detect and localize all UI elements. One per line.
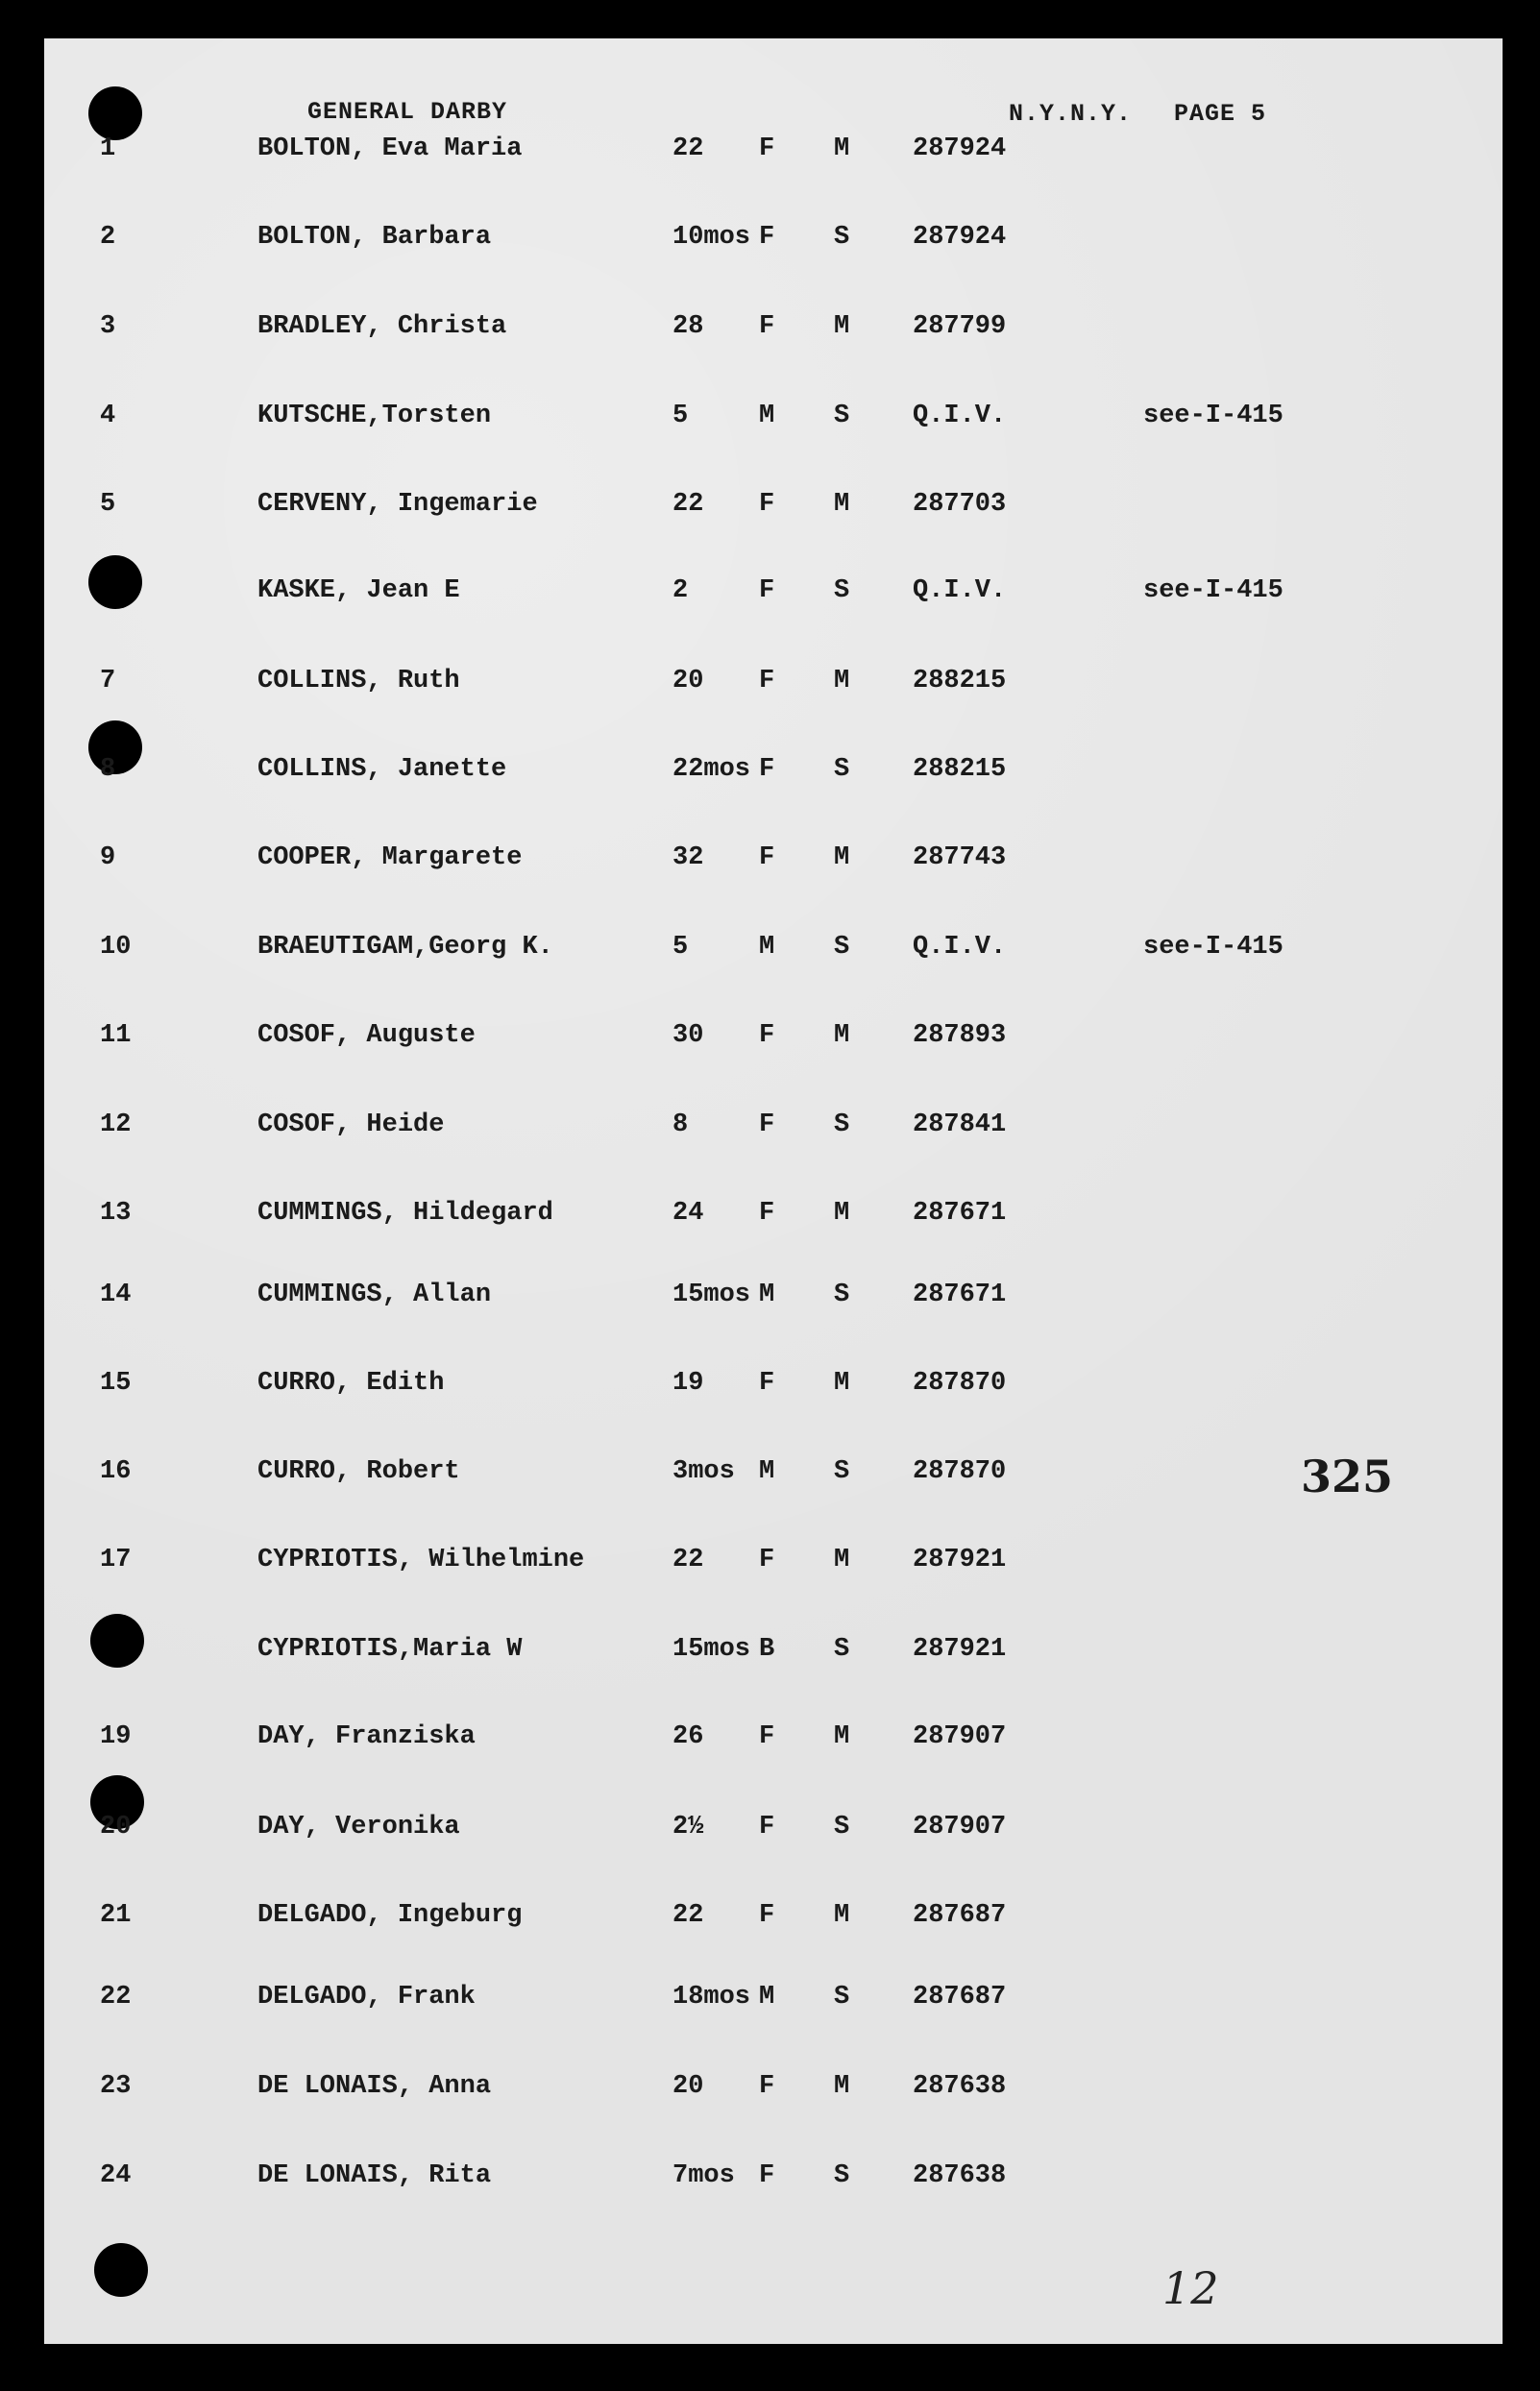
passenger-sex: F bbox=[759, 843, 775, 872]
passenger-id: 287893 bbox=[913, 1021, 1007, 1050]
passenger-id: 287924 bbox=[913, 134, 1007, 163]
passenger-age: 2 bbox=[672, 576, 689, 605]
passenger-name: CURRO, Edith bbox=[257, 1369, 445, 1398]
marital-status: M bbox=[834, 1199, 850, 1228]
reference-note: see-I-415 bbox=[1143, 933, 1283, 962]
passenger-age: 10mos bbox=[672, 223, 751, 252]
passenger-id: 288215 bbox=[913, 667, 1007, 695]
table-row bbox=[0, 1281, 1540, 1319]
passenger-name: BOLTON, Barbara bbox=[257, 223, 492, 252]
passenger-age: 22 bbox=[672, 1546, 704, 1574]
passenger-age: 26 bbox=[672, 1722, 704, 1751]
marital-status: M bbox=[834, 667, 850, 695]
marital-status: S bbox=[834, 1983, 850, 2012]
passenger-id: 287921 bbox=[913, 1546, 1007, 1574]
passenger-name: COSOF, Heide bbox=[257, 1110, 445, 1139]
passenger-id: 287870 bbox=[913, 1369, 1007, 1398]
page-number: PAGE 5 bbox=[1174, 100, 1267, 128]
marital-status: S bbox=[834, 755, 850, 784]
reference-note: see-I-415 bbox=[1143, 576, 1283, 605]
punch-hole bbox=[88, 86, 142, 140]
passenger-name: KASKE, Jean E bbox=[257, 576, 460, 605]
table-row bbox=[0, 843, 1540, 882]
marital-status: M bbox=[834, 1546, 850, 1574]
table-row bbox=[0, 755, 1540, 793]
row-number: 7 bbox=[100, 667, 116, 695]
table-row bbox=[0, 490, 1540, 528]
marital-status: S bbox=[834, 933, 850, 962]
table-row bbox=[0, 1546, 1540, 1584]
passenger-age: 2½ bbox=[672, 1813, 704, 1842]
passenger-id: 287870 bbox=[913, 1457, 1007, 1486]
passenger-sex: F bbox=[759, 2072, 775, 2101]
passenger-sex: M bbox=[759, 1457, 775, 1486]
passenger-id: 287907 bbox=[913, 1813, 1007, 1842]
row-number: 20 bbox=[100, 1813, 132, 1842]
marital-status: M bbox=[834, 1722, 850, 1751]
passenger-name: DAY, Veronika bbox=[257, 1813, 460, 1842]
passenger-age: 28 bbox=[672, 312, 704, 341]
reference-note: see-I-415 bbox=[1143, 402, 1283, 430]
passenger-id: 288215 bbox=[913, 755, 1007, 784]
table-row bbox=[0, 1369, 1540, 1407]
row-number: 21 bbox=[100, 1901, 132, 1930]
passenger-id: Q.I.V. bbox=[913, 933, 1007, 962]
passenger-name: BRADLEY, Christa bbox=[257, 312, 507, 341]
passenger-sex: M bbox=[759, 1983, 775, 2012]
table-row bbox=[0, 312, 1540, 351]
passenger-sex: M bbox=[759, 402, 775, 430]
table-row bbox=[0, 2072, 1540, 2110]
passenger-name: DELGADO, Ingeburg bbox=[257, 1901, 523, 1930]
table-row bbox=[0, 134, 1540, 173]
passenger-age: 22 bbox=[672, 490, 704, 519]
passenger-sex: F bbox=[759, 1722, 775, 1751]
marital-status: S bbox=[834, 2161, 850, 2190]
marital-status: S bbox=[834, 1110, 850, 1139]
passenger-id: 287687 bbox=[913, 1983, 1007, 2012]
table-row bbox=[0, 2161, 1540, 2200]
table-row bbox=[0, 223, 1540, 261]
passenger-sex: F bbox=[759, 1199, 775, 1228]
row-number: 10 bbox=[100, 933, 132, 962]
passenger-name: KUTSCHE,Torsten bbox=[257, 402, 492, 430]
passenger-id: 287671 bbox=[913, 1199, 1007, 1228]
passenger-id: 287687 bbox=[913, 1901, 1007, 1930]
passenger-age: 30 bbox=[672, 1021, 704, 1050]
row-number: 14 bbox=[100, 1281, 132, 1309]
row-number: 9 bbox=[100, 843, 116, 872]
passenger-age: 7mos bbox=[672, 2161, 735, 2190]
passenger-sex: F bbox=[759, 576, 775, 605]
passenger-sex: F bbox=[759, 134, 775, 163]
passenger-id: Q.I.V. bbox=[913, 576, 1007, 605]
marital-status: S bbox=[834, 223, 850, 252]
passenger-id: 287907 bbox=[913, 1722, 1007, 1751]
marital-status: M bbox=[834, 312, 850, 341]
passenger-sex: M bbox=[759, 933, 775, 962]
passenger-name: CYPRIOTIS,Maria W bbox=[257, 1635, 523, 1664]
marital-status: M bbox=[834, 843, 850, 872]
table-row bbox=[0, 1983, 1540, 2021]
table-row bbox=[0, 1199, 1540, 1237]
table-row bbox=[0, 1021, 1540, 1060]
marital-status: M bbox=[834, 1369, 850, 1398]
passenger-sex: M bbox=[759, 1281, 775, 1309]
passenger-age: 5 bbox=[672, 933, 689, 962]
row-number: 3 bbox=[100, 312, 116, 341]
row-number: 24 bbox=[100, 2161, 132, 2190]
row-number: 1 bbox=[100, 134, 116, 163]
passenger-sex: F bbox=[759, 223, 775, 252]
row-number: 13 bbox=[100, 1199, 132, 1228]
passenger-sex: F bbox=[759, 1369, 775, 1398]
passenger-id: 287743 bbox=[913, 843, 1007, 872]
passenger-name: CERVENY, Ingemarie bbox=[257, 490, 538, 519]
passenger-name: BOLTON, Eva Maria bbox=[257, 134, 523, 163]
table-row bbox=[0, 933, 1540, 971]
table-row bbox=[0, 1110, 1540, 1149]
passenger-sex: F bbox=[759, 1901, 775, 1930]
row-number: 15 bbox=[100, 1369, 132, 1398]
row-number: 4 bbox=[100, 402, 116, 430]
table-row bbox=[0, 1901, 1540, 1940]
passenger-sex: F bbox=[759, 490, 775, 519]
passenger-age: 8 bbox=[672, 1110, 689, 1139]
table-row bbox=[0, 667, 1540, 705]
passenger-age: 15mos bbox=[672, 1281, 751, 1309]
marital-status: S bbox=[834, 1457, 850, 1486]
passenger-name: DE LONAIS, Anna bbox=[257, 2072, 492, 2101]
passenger-sex: F bbox=[759, 1546, 775, 1574]
passenger-age: 3mos bbox=[672, 1457, 735, 1486]
passenger-name: DAY, Franziska bbox=[257, 1722, 476, 1751]
passenger-name: COOPER, Margarete bbox=[257, 843, 523, 872]
marital-status: M bbox=[834, 1901, 850, 1930]
stamp-number: 325 bbox=[1301, 1451, 1394, 1502]
row-number: 2 bbox=[100, 223, 116, 252]
passenger-age: 32 bbox=[672, 843, 704, 872]
row-number: 19 bbox=[100, 1722, 132, 1751]
passenger-sex: F bbox=[759, 1021, 775, 1050]
passenger-sex: F bbox=[759, 1813, 775, 1842]
passenger-age: 18mos bbox=[672, 1983, 751, 2012]
passenger-name: COSOF, Auguste bbox=[257, 1021, 476, 1050]
punch-hole bbox=[94, 2243, 148, 2297]
passenger-sex: F bbox=[759, 667, 775, 695]
row-number: 16 bbox=[100, 1457, 132, 1486]
passenger-id: 287638 bbox=[913, 2072, 1007, 2101]
passenger-name: COLLINS, Ruth bbox=[257, 667, 460, 695]
row-number: 22 bbox=[100, 1983, 132, 2012]
passenger-id: 287703 bbox=[913, 490, 1007, 519]
passenger-name: CUMMINGS, Hildegard bbox=[257, 1199, 553, 1228]
passenger-age: 22mos bbox=[672, 755, 751, 784]
passenger-age: 20 bbox=[672, 667, 704, 695]
marital-status: M bbox=[834, 490, 850, 519]
marital-status: S bbox=[834, 576, 850, 605]
marital-status: M bbox=[834, 1021, 850, 1050]
passenger-name: BRAEUTIGAM,Georg K. bbox=[257, 933, 553, 962]
row-number: 23 bbox=[100, 2072, 132, 2101]
passenger-age: 22 bbox=[672, 134, 704, 163]
passenger-id: Q.I.V. bbox=[913, 402, 1007, 430]
passenger-name: CYPRIOTIS, Wilhelmine bbox=[257, 1546, 585, 1574]
marital-status: S bbox=[834, 402, 850, 430]
passenger-age: 24 bbox=[672, 1199, 704, 1228]
passenger-age: 15mos bbox=[672, 1635, 751, 1664]
table-row bbox=[0, 402, 1540, 440]
row-number: 17 bbox=[100, 1546, 132, 1574]
row-number: 11 bbox=[100, 1021, 132, 1050]
passenger-sex: F bbox=[759, 2161, 775, 2190]
passenger-name: CUMMINGS, Allan bbox=[257, 1281, 492, 1309]
passenger-sex: B bbox=[759, 1635, 775, 1664]
passenger-sex: F bbox=[759, 755, 775, 784]
handwritten-note: 12 bbox=[1162, 2262, 1219, 2314]
passenger-id: 287638 bbox=[913, 2161, 1007, 2190]
marital-status: M bbox=[834, 134, 850, 163]
row-number: 8 bbox=[100, 755, 116, 784]
passenger-age: 5 bbox=[672, 402, 689, 430]
passenger-id: 287799 bbox=[913, 312, 1007, 341]
marital-status: S bbox=[834, 1813, 850, 1842]
table-row bbox=[0, 1813, 1540, 1851]
row-number: 5 bbox=[100, 490, 116, 519]
passenger-age: 22 bbox=[672, 1901, 704, 1930]
passenger-id: 287921 bbox=[913, 1635, 1007, 1664]
row-number: 12 bbox=[100, 1110, 132, 1139]
port-code: N.Y.N.Y. bbox=[1009, 100, 1133, 128]
passenger-age: 20 bbox=[672, 2072, 704, 2101]
marital-status: M bbox=[834, 2072, 850, 2101]
table-row bbox=[0, 1722, 1540, 1761]
passenger-name: CURRO, Robert bbox=[257, 1457, 460, 1486]
table-row bbox=[0, 576, 1540, 615]
marital-status: S bbox=[834, 1635, 850, 1664]
table-row bbox=[0, 1635, 1540, 1673]
passenger-sex: F bbox=[759, 312, 775, 341]
passenger-id: 287671 bbox=[913, 1281, 1007, 1309]
passenger-sex: F bbox=[759, 1110, 775, 1139]
ship-name: GENERAL DARBY bbox=[307, 98, 508, 126]
passenger-id: 287924 bbox=[913, 223, 1007, 252]
marital-status: S bbox=[834, 1281, 850, 1309]
passenger-name: COLLINS, Janette bbox=[257, 755, 507, 784]
passenger-name: DELGADO, Frank bbox=[257, 1983, 476, 2012]
passenger-name: DE LONAIS, Rita bbox=[257, 2161, 492, 2190]
passenger-id: 287841 bbox=[913, 1110, 1007, 1139]
passenger-age: 19 bbox=[672, 1369, 704, 1398]
